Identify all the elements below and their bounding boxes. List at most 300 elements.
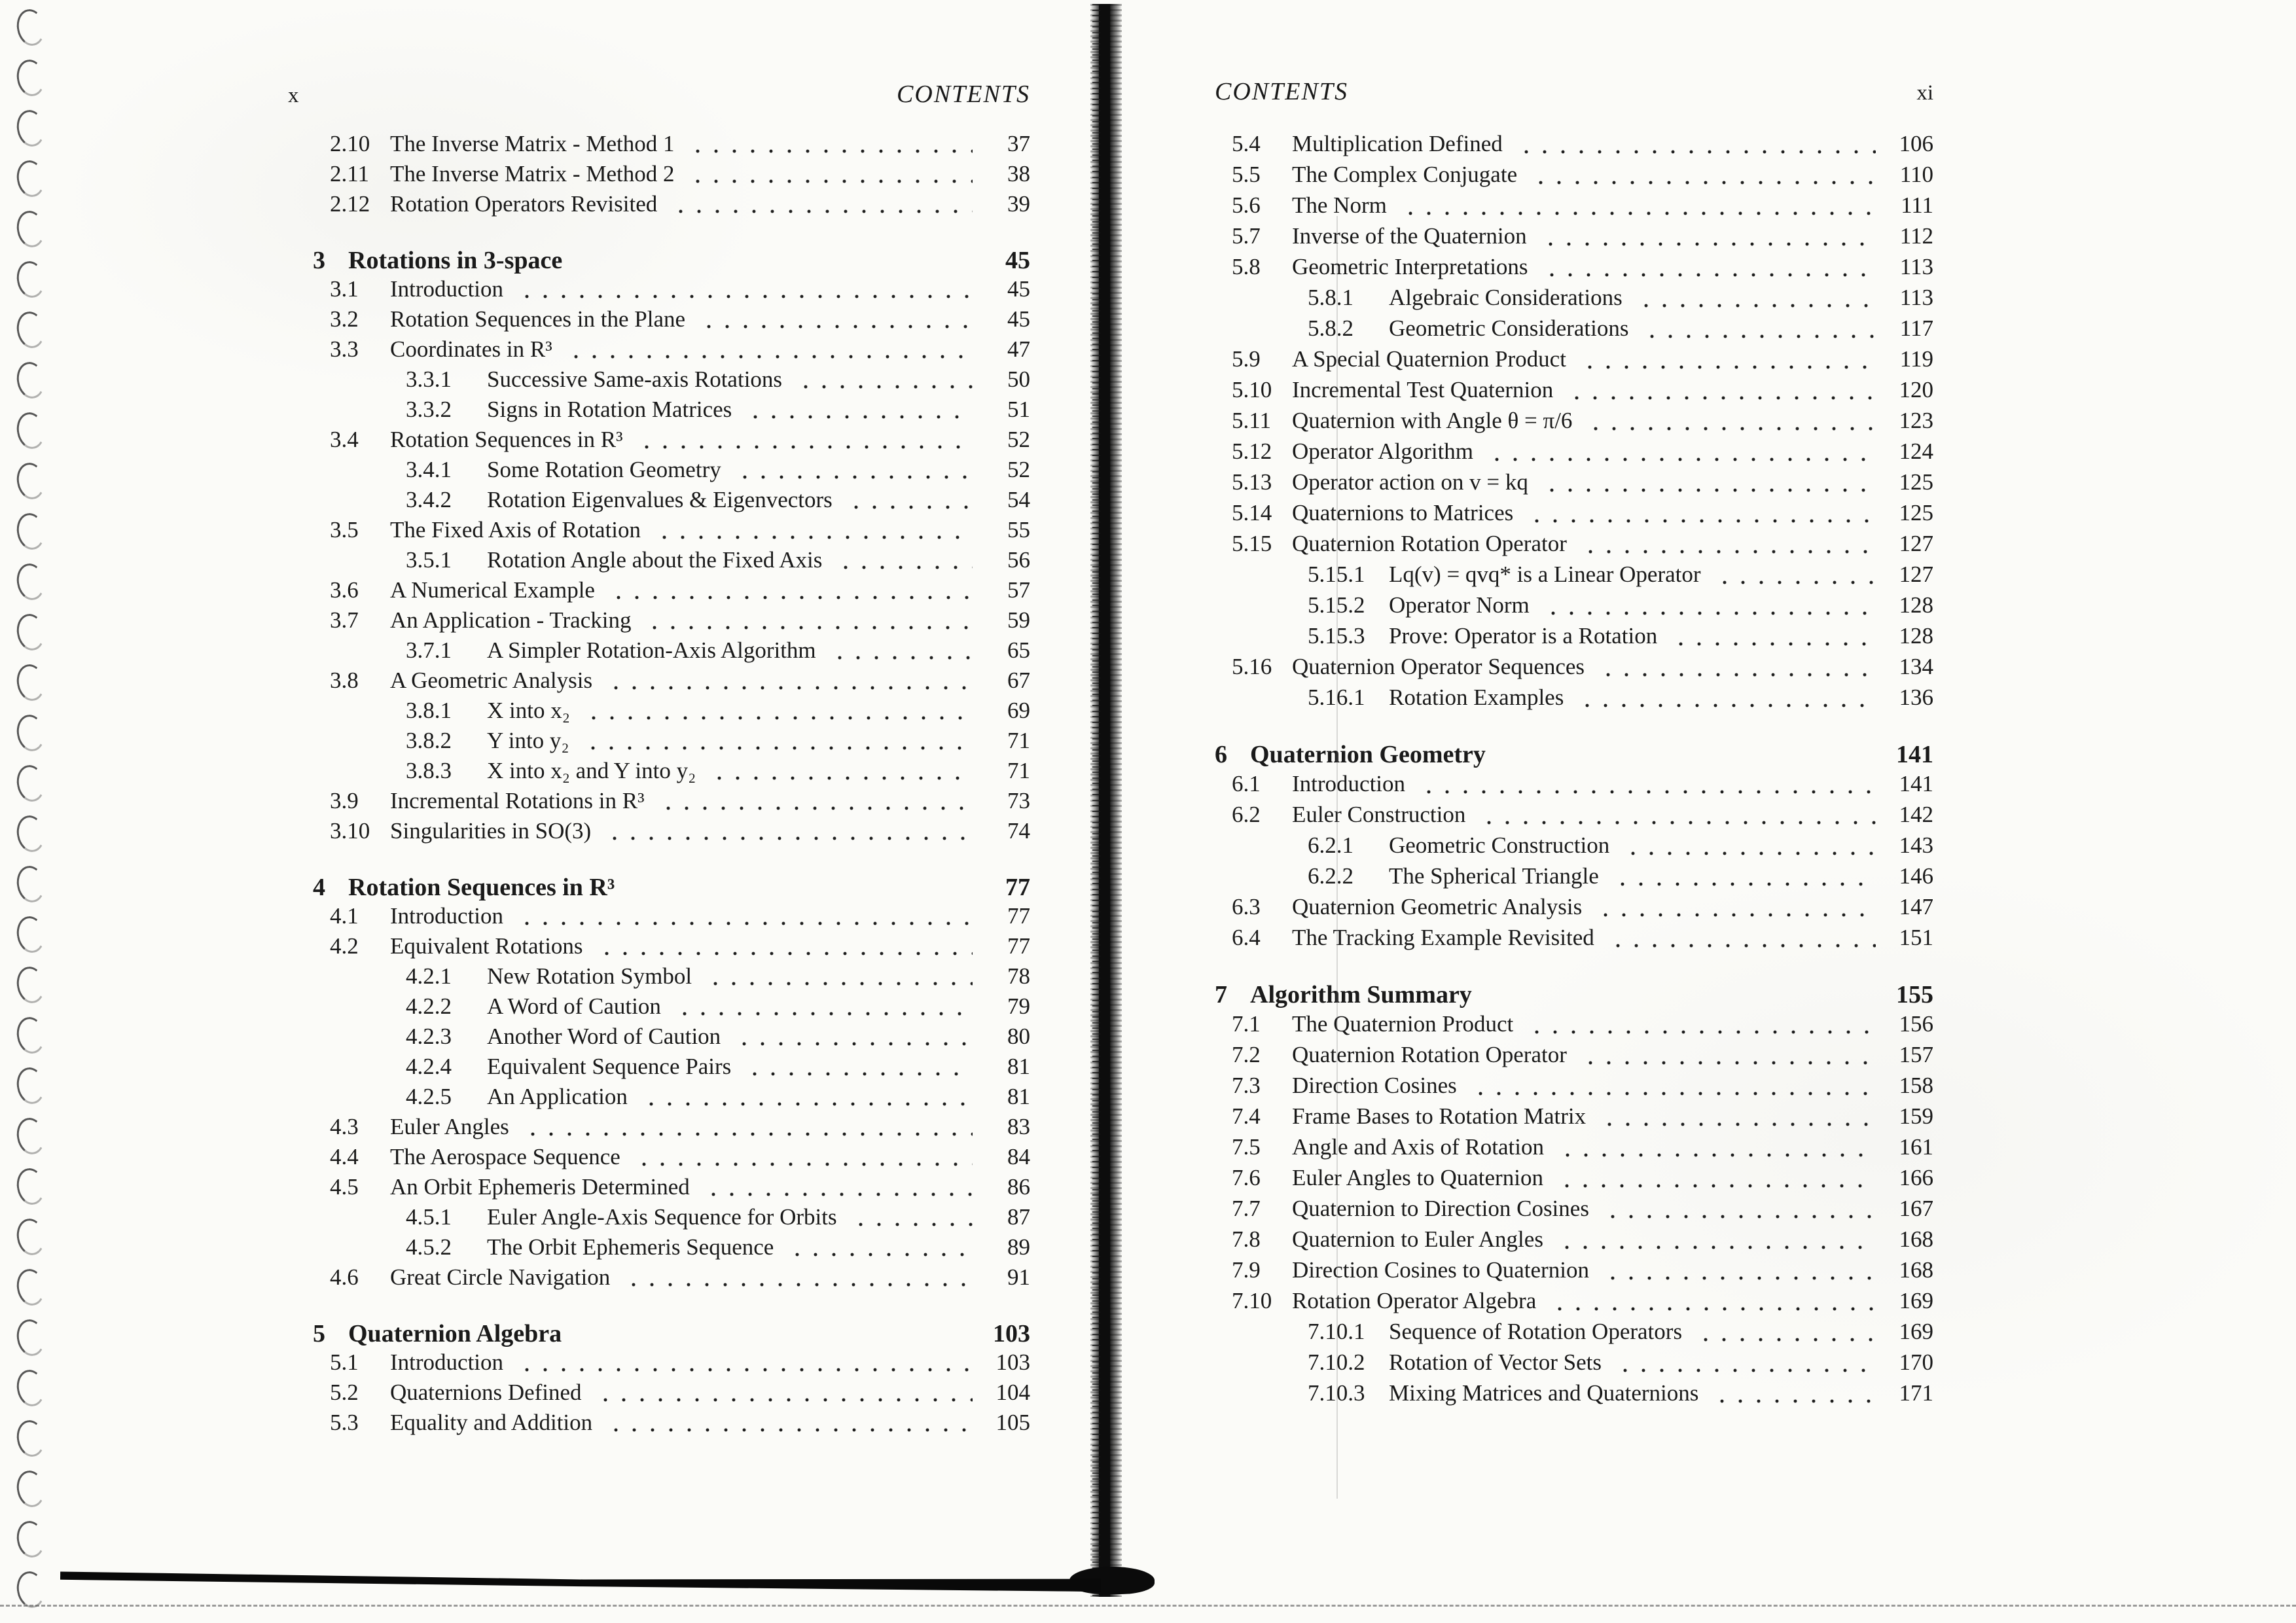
toc-entry — [313, 1024, 1030, 1054]
dot-leader — [1525, 516, 1876, 526]
toc-entry-number: 5.15.3 — [1308, 623, 1365, 649]
dot-leader — [1579, 1058, 1876, 1067]
right-page-header — [1215, 77, 1933, 106]
toc-entry-page: 55 — [1007, 517, 1030, 543]
toc-entry — [1215, 802, 1933, 832]
toc-entry-title: Multiplication Defined — [1292, 131, 1503, 156]
dot-leader — [1713, 578, 1876, 587]
toc-entry-number: 4.1 — [330, 903, 359, 929]
toc-entry-title: An Application — [487, 1084, 628, 1109]
toc-entry — [1215, 980, 1933, 1011]
dot-leader — [582, 713, 973, 722]
toc-entry-page: 45 — [1007, 276, 1030, 302]
toc-entry-number: 3.6 — [330, 577, 359, 603]
dot-leader — [785, 1250, 973, 1259]
dot-leader — [1669, 639, 1876, 649]
dot-leader — [1601, 1212, 1876, 1221]
toc-entry — [313, 276, 1030, 306]
toc-entry-number: 6.2.2 — [1308, 863, 1354, 889]
toc-entry-number: 3.5 — [330, 517, 359, 543]
dot-leader — [828, 653, 973, 662]
dot-leader — [1477, 818, 1876, 827]
dot-leader — [732, 1039, 973, 1048]
toc-entry-page: 112 — [1899, 223, 1933, 249]
toc-entry-page: 37 — [1007, 131, 1030, 156]
toc-entry-page: 111 — [1901, 192, 1933, 218]
toc-entry-number: 7.8 — [1232, 1226, 1261, 1252]
dot-leader — [733, 473, 973, 482]
dot-leader — [1578, 363, 1876, 372]
toc-entry-number: 5.6 — [1232, 192, 1261, 218]
toc-entry-page: 73 — [1007, 788, 1030, 813]
toc-entry-page: 89 — [1007, 1234, 1030, 1260]
toc-entry-number: 5.13 — [1232, 469, 1272, 495]
toc-entry — [313, 1114, 1030, 1144]
toc-entry — [313, 161, 1030, 191]
dot-leader — [1540, 486, 1876, 495]
toc-entry-title: Quaternion Geometric Analysis — [1292, 894, 1583, 919]
dot-leader — [515, 1365, 973, 1374]
toc-entry-page: 125 — [1899, 500, 1933, 526]
dot-leader — [708, 774, 973, 783]
toc-entry-page: 52 — [1007, 457, 1030, 482]
dot-leader — [1469, 1089, 1876, 1098]
toc-entry-page: 103 — [996, 1349, 1030, 1375]
toc-entry — [313, 637, 1030, 668]
toc-entry-number: 7.1 — [1232, 1011, 1261, 1037]
toc-entry-title: Equivalent Rotations — [390, 933, 583, 959]
toc-entry-number: 5.10 — [1232, 377, 1272, 402]
binding-ring — [14, 1065, 47, 1106]
toc-entry — [1215, 1196, 1933, 1226]
toc-entry-page: 67 — [1007, 668, 1030, 693]
toc-entry — [1215, 1011, 1933, 1042]
toc-entry — [313, 1204, 1030, 1234]
dot-leader — [1598, 1120, 1876, 1129]
toc-entry-title: Quaternion to Euler Angles — [1292, 1226, 1543, 1252]
toc-entry-title: Quaternion with Angle θ = π/6 — [1292, 408, 1573, 433]
toc-entry — [1215, 562, 1933, 592]
toc-entry — [1215, 771, 1933, 802]
toc-entry-number: 7 — [1215, 981, 1227, 1008]
toc-entry-title: Euler Angles — [390, 1114, 509, 1139]
toc-entry — [1215, 408, 1933, 438]
toc-entry — [313, 1264, 1030, 1294]
toc-entry-page: 127 — [1899, 562, 1933, 587]
toc-entry-number: 5.15.2 — [1308, 592, 1365, 618]
toc-entry-number: 7.10 — [1232, 1288, 1272, 1313]
toc-entry — [313, 758, 1030, 788]
toc-entry-title: A Numerical Example — [390, 577, 595, 603]
toc-entry-number: 4.2 — [330, 933, 359, 959]
dot-leader — [744, 412, 973, 421]
toc-entry — [1215, 1042, 1933, 1073]
toc-entry-number: 5.11 — [1232, 408, 1271, 433]
toc-entry — [1215, 346, 1933, 377]
toc-entry — [313, 728, 1030, 758]
toc-entry-title: Quaternions Defined — [390, 1380, 582, 1405]
dot-leader — [686, 177, 973, 186]
toc-entry — [313, 1349, 1030, 1380]
toc-entry-title: Direction Cosines — [1292, 1073, 1457, 1098]
toc-entry-title: Geometric Considerations — [1389, 315, 1629, 341]
toc-entry — [313, 517, 1030, 547]
toc-entry — [1215, 925, 1933, 955]
toc-entry — [1215, 162, 1933, 192]
toc-entry — [1215, 1134, 1933, 1165]
toc-entry-title: Rotations in 3-space — [348, 247, 563, 274]
toc-entry — [313, 933, 1030, 963]
toc-entry-page: 136 — [1899, 685, 1933, 710]
toc-entry-page: 103 — [993, 1320, 1030, 1347]
dot-leader — [1596, 670, 1876, 679]
dot-leader — [595, 949, 973, 958]
toc-entry — [1215, 500, 1933, 531]
toc-entry-title: Rotation Angle about the Fixed Axis — [487, 547, 823, 573]
dot-leader — [607, 593, 973, 602]
binding-ring — [14, 662, 47, 703]
toc-entry — [1215, 1103, 1933, 1134]
toc-entry-number: 5.5 — [1232, 162, 1261, 187]
right-page-number: xi — [1916, 81, 1933, 105]
toc-entry-page: 141 — [1899, 771, 1933, 796]
toc-entry-title: Incremental Test Quaternion — [1292, 377, 1554, 402]
toc-entry-page: 56 — [1007, 547, 1030, 573]
toc-entry-page: 47 — [1007, 336, 1030, 362]
toc-entry — [313, 487, 1030, 517]
toc-entry-page: 123 — [1899, 408, 1933, 433]
toc-entry — [1215, 623, 1933, 654]
toc-entry — [313, 1174, 1030, 1204]
toc-entry-page: 120 — [1899, 377, 1933, 402]
toc-entry-page: 158 — [1899, 1073, 1933, 1098]
toc-entry-title: Incremental Rotations in R³ — [390, 788, 645, 813]
toc-entry — [1215, 1288, 1933, 1319]
toc-entry — [313, 903, 1030, 933]
toc-entry-number: 5.8.2 — [1308, 315, 1354, 341]
toc-entry — [1215, 894, 1933, 925]
binding-ring — [14, 813, 47, 854]
dot-leader — [1640, 332, 1876, 341]
toc-entry — [1215, 685, 1933, 715]
binding-ring — [14, 1317, 47, 1358]
dot-leader — [849, 1220, 973, 1229]
toc-entry-page: 171 — [1899, 1380, 1933, 1406]
toc-entry-title: Quaternion Rotation Operator — [1292, 1042, 1567, 1067]
toc-entry-title: Direction Cosines to Quaternion — [1292, 1257, 1589, 1283]
toc-entry-page: 52 — [1007, 427, 1030, 452]
bottom-scan-line — [0, 1605, 2296, 1607]
toc-entry — [1215, 1226, 1933, 1257]
toc-entry-number: 3.7.1 — [406, 637, 452, 663]
left-page-number: x — [288, 84, 299, 107]
toc-entry-number: 3.8.1 — [406, 698, 452, 723]
toc-entry-page: 81 — [1007, 1054, 1030, 1079]
dot-leader — [521, 1130, 973, 1139]
toc-entry — [1215, 377, 1933, 408]
toc-entry — [313, 306, 1030, 336]
toc-entry — [313, 1380, 1030, 1410]
dot-leader — [1575, 701, 1876, 710]
toc-entry-title: X into x₂ and Y into y₂ — [487, 758, 696, 783]
toc-entry-title: Geometric Interpretations — [1292, 254, 1528, 279]
toc-entry-page: 71 — [1007, 728, 1030, 753]
toc-entry-number: 5.15 — [1232, 531, 1272, 556]
dot-leader — [1548, 1304, 1876, 1313]
toc-entry-title: Rotation Sequences in R³ — [348, 874, 615, 901]
dot-leader — [669, 207, 973, 216]
dot-leader — [603, 834, 973, 843]
binding-ring — [14, 108, 47, 149]
toc-entry-title: Introduction — [390, 903, 504, 929]
toc-entry-number: 6.2.1 — [1308, 832, 1354, 858]
toc-entry — [1215, 832, 1933, 863]
toc-entry-number: 5.8.1 — [1308, 285, 1354, 310]
toc-entry — [313, 993, 1030, 1024]
toc-entry-number: 4.2.2 — [406, 993, 452, 1019]
toc-entry — [1215, 469, 1933, 500]
toc-entry — [313, 366, 1030, 397]
toc-entry — [313, 547, 1030, 577]
toc-entry-number: 5.15.1 — [1308, 562, 1365, 587]
toc-entry-title: Operator action on v = kq — [1292, 469, 1528, 495]
toc-entry-title: Geometric Construction — [1389, 832, 1610, 858]
toc-entry-number: 4.2.4 — [406, 1054, 452, 1079]
toc-entry-number: 5.16 — [1232, 654, 1272, 679]
binding-ring — [14, 1418, 47, 1459]
toc-entry-title: The Inverse Matrix - Method 1 — [390, 131, 675, 156]
toc-entry-page: 166 — [1899, 1165, 1933, 1190]
dot-leader — [632, 1160, 973, 1169]
toc-entry — [1215, 531, 1933, 562]
toc-entry-page: 45 — [1005, 247, 1030, 274]
toc-entry — [1215, 1165, 1933, 1196]
dot-leader — [656, 804, 973, 813]
toc-entry — [313, 1319, 1030, 1349]
toc-entry-number: 5.14 — [1232, 500, 1272, 526]
toc-entry-page: 69 — [1007, 698, 1030, 723]
dot-leader — [1579, 547, 1876, 556]
toc-entry-page: 113 — [1899, 285, 1933, 310]
toc-entry-title: Euler Angle-Axis Sequence for Orbits — [487, 1204, 837, 1230]
toc-entry-number: 3.10 — [330, 818, 370, 844]
toc-entry-number: 3 — [313, 247, 325, 274]
toc-entry — [313, 246, 1030, 276]
binding-ring — [14, 1166, 47, 1207]
binding-ring — [14, 259, 47, 300]
toc-entry-page: 106 — [1899, 131, 1933, 156]
toc-entry-page: 134 — [1899, 654, 1933, 679]
binding-ring — [14, 1267, 47, 1308]
toc-entry-title: Frame Bases to Rotation Matrix — [1292, 1103, 1587, 1129]
toc-entry-title: The Inverse Matrix - Method 2 — [390, 161, 675, 187]
dot-leader — [643, 623, 973, 632]
toc-entry-page: 146 — [1899, 863, 1933, 889]
toc-entry-number: 4.3 — [330, 1114, 359, 1139]
toc-entry-page: 80 — [1007, 1024, 1030, 1049]
dot-leader — [1613, 1366, 1876, 1375]
dot-leader — [1399, 209, 1876, 218]
toc-entry-number: 7.3 — [1232, 1073, 1261, 1098]
toc-entry-number: 7.4 — [1232, 1103, 1261, 1129]
toc-entry-page: 125 — [1899, 469, 1933, 495]
binding-ring — [14, 1015, 47, 1056]
right-contents-heading: CONTENTS — [1215, 78, 1348, 105]
binding-ring — [14, 864, 47, 904]
toc-entry-title: The Spherical Triangle — [1389, 863, 1599, 889]
toc-entry — [1215, 1380, 1933, 1411]
toc-entry-page: 169 — [1899, 1288, 1933, 1313]
toc-entry-title: Rotation Examples — [1389, 685, 1564, 710]
toc-entry-page: 59 — [1007, 607, 1030, 633]
toc-entry-title: Great Circle Navigation — [390, 1264, 611, 1290]
toc-entry-title: Introduction — [390, 1349, 504, 1375]
binding-ring — [14, 209, 47, 249]
toc-entry-number: 7.10.2 — [1308, 1349, 1365, 1375]
toc-entry-number: 5.16.1 — [1308, 685, 1365, 710]
toc-entry — [313, 1054, 1030, 1084]
toc-entry-title: The Complex Conjugate — [1292, 162, 1518, 187]
toc-entry-title: Angle and Axis of Rotation — [1292, 1134, 1544, 1160]
toc-entry — [1215, 285, 1933, 315]
binding-ring — [14, 763, 47, 804]
toc-entry-number: 4.5.2 — [406, 1234, 452, 1260]
toc-entry-title: New Rotation Symbol — [487, 963, 692, 989]
toc-entry — [313, 963, 1030, 993]
toc-entry-title: The Quaternion Product — [1292, 1011, 1514, 1037]
dot-leader — [604, 1425, 973, 1435]
binding-ring — [14, 1217, 47, 1257]
toc-entry — [313, 577, 1030, 607]
toc-entry — [1215, 1349, 1933, 1380]
toc-entry — [313, 191, 1030, 221]
toc-entry-number: 3.4 — [330, 427, 359, 452]
dot-leader — [1710, 1397, 1876, 1406]
toc-entry-number: 3.8 — [330, 668, 359, 693]
toc-entry-title: Rotation of Vector Sets — [1389, 1349, 1602, 1375]
toc-entry-page: 77 — [1007, 903, 1030, 929]
toc-entry-page: 168 — [1899, 1257, 1933, 1283]
toc-entry-title: Lq(v) = qvq* is a Linear Operator — [1389, 562, 1701, 587]
toc-entry-title: The Fixed Axis of Rotation — [390, 517, 641, 543]
toc-entry-number: 2.12 — [330, 191, 370, 217]
dot-leader — [564, 352, 973, 361]
binding-ring — [14, 914, 47, 955]
toc-entry — [313, 397, 1030, 427]
toc-entry-page: 81 — [1007, 1084, 1030, 1109]
toc-entry-number: 5.9 — [1232, 346, 1261, 372]
toc-entry-title: The Tracking Example Revisited — [1292, 925, 1594, 950]
toc-entry-title: A Special Quaternion Product — [1292, 346, 1566, 372]
toc-entry-title: An Orbit Ephemeris Determined — [390, 1174, 690, 1200]
toc-entry-page: 151 — [1899, 925, 1933, 950]
toc-entry-number: 7.7 — [1232, 1196, 1261, 1221]
toc-entry-page: 143 — [1899, 832, 1933, 858]
toc-entry-title: Y into y₂ — [487, 728, 569, 753]
dot-leader — [697, 322, 973, 331]
dot-leader — [702, 1190, 973, 1199]
dot-leader — [604, 683, 973, 692]
toc-entry-page: 161 — [1899, 1134, 1933, 1160]
toc-entry-title: Quaternion Algebra — [348, 1320, 562, 1347]
toc-entry-title: Rotation Sequences in R³ — [390, 427, 623, 452]
toc-entry-title: Equivalent Sequence Pairs — [487, 1054, 732, 1079]
toc-entry — [1215, 592, 1933, 623]
toc-entry-number: 3.4.2 — [406, 487, 452, 512]
dot-leader — [653, 533, 973, 542]
toc-entry — [313, 668, 1030, 698]
right-toc-list — [1215, 131, 1933, 1411]
toc-entry-number: 7.5 — [1232, 1134, 1261, 1160]
toc-entry-title: The Norm — [1292, 192, 1387, 218]
toc-entry-page: 156 — [1899, 1011, 1933, 1037]
dot-leader — [794, 382, 973, 391]
toc-entry-title: X into x₂ — [487, 698, 570, 723]
toc-entry-title: Coordinates in R³ — [390, 336, 552, 362]
toc-entry-number: 7.10.1 — [1308, 1319, 1365, 1344]
toc-entry-title: Operator Norm — [1389, 592, 1530, 618]
toc-entry-title: Another Word of Caution — [487, 1024, 721, 1049]
toc-entry-page: 113 — [1899, 254, 1933, 279]
toc-entry-title: Prove: Operator is a Rotation — [1389, 623, 1658, 649]
toc-entry-number: 7.6 — [1232, 1165, 1261, 1190]
binding-ring — [14, 310, 47, 350]
toc-entry-title: A Simpler Rotation-Axis Algorithm — [487, 637, 816, 663]
toc-entry-page: 77 — [1005, 874, 1030, 901]
toc-entry-page: 83 — [1007, 1114, 1030, 1139]
binding-ring — [14, 562, 47, 602]
toc-entry-number: 6.2 — [1232, 802, 1261, 827]
toc-entry — [313, 1234, 1030, 1264]
dot-leader — [844, 503, 973, 512]
binding-ring — [14, 612, 47, 652]
binding-ring — [14, 410, 47, 451]
dot-leader — [622, 1280, 973, 1289]
toc-entry-page: 84 — [1007, 1144, 1030, 1169]
toc-entry — [1215, 1073, 1933, 1103]
toc-entry-title: Singularities in SO(3) — [390, 818, 592, 844]
left-contents-heading: CONTENTS — [897, 80, 1030, 108]
toc-entry-page: 74 — [1007, 818, 1030, 844]
toc-entry — [1215, 254, 1933, 285]
toc-entry-number: 5.8 — [1232, 254, 1261, 279]
toc-entry-page: 167 — [1899, 1196, 1933, 1221]
toc-entry-title: Algebraic Considerations — [1389, 285, 1623, 310]
toc-entry-title: Some Rotation Geometry — [487, 457, 721, 482]
toc-entry-title: Quaternions to Matrices — [1292, 500, 1514, 526]
dot-leader — [515, 292, 973, 301]
toc-entry-number: 2.11 — [330, 161, 369, 187]
toc-entry — [1215, 438, 1933, 469]
dot-leader — [1594, 910, 1876, 919]
dot-leader — [1606, 941, 1876, 950]
toc-entry-page: 147 — [1899, 894, 1933, 919]
toc-entry-number: 4.6 — [330, 1264, 359, 1290]
dot-leader — [1539, 240, 1876, 249]
binding-ring — [14, 461, 47, 501]
toc-entry — [313, 788, 1030, 818]
toc-entry-page: 87 — [1007, 1204, 1030, 1230]
toc-entry-number: 5 — [313, 1320, 325, 1347]
toc-entry-title: Euler Construction — [1292, 802, 1466, 827]
toc-entry — [1215, 223, 1933, 254]
toc-entry-page: 141 — [1896, 741, 1933, 768]
binding-ring — [14, 360, 47, 401]
toc-entry — [313, 818, 1030, 848]
dot-leader — [515, 919, 973, 928]
toc-entry — [1215, 1319, 1933, 1349]
dot-leader — [704, 979, 973, 988]
